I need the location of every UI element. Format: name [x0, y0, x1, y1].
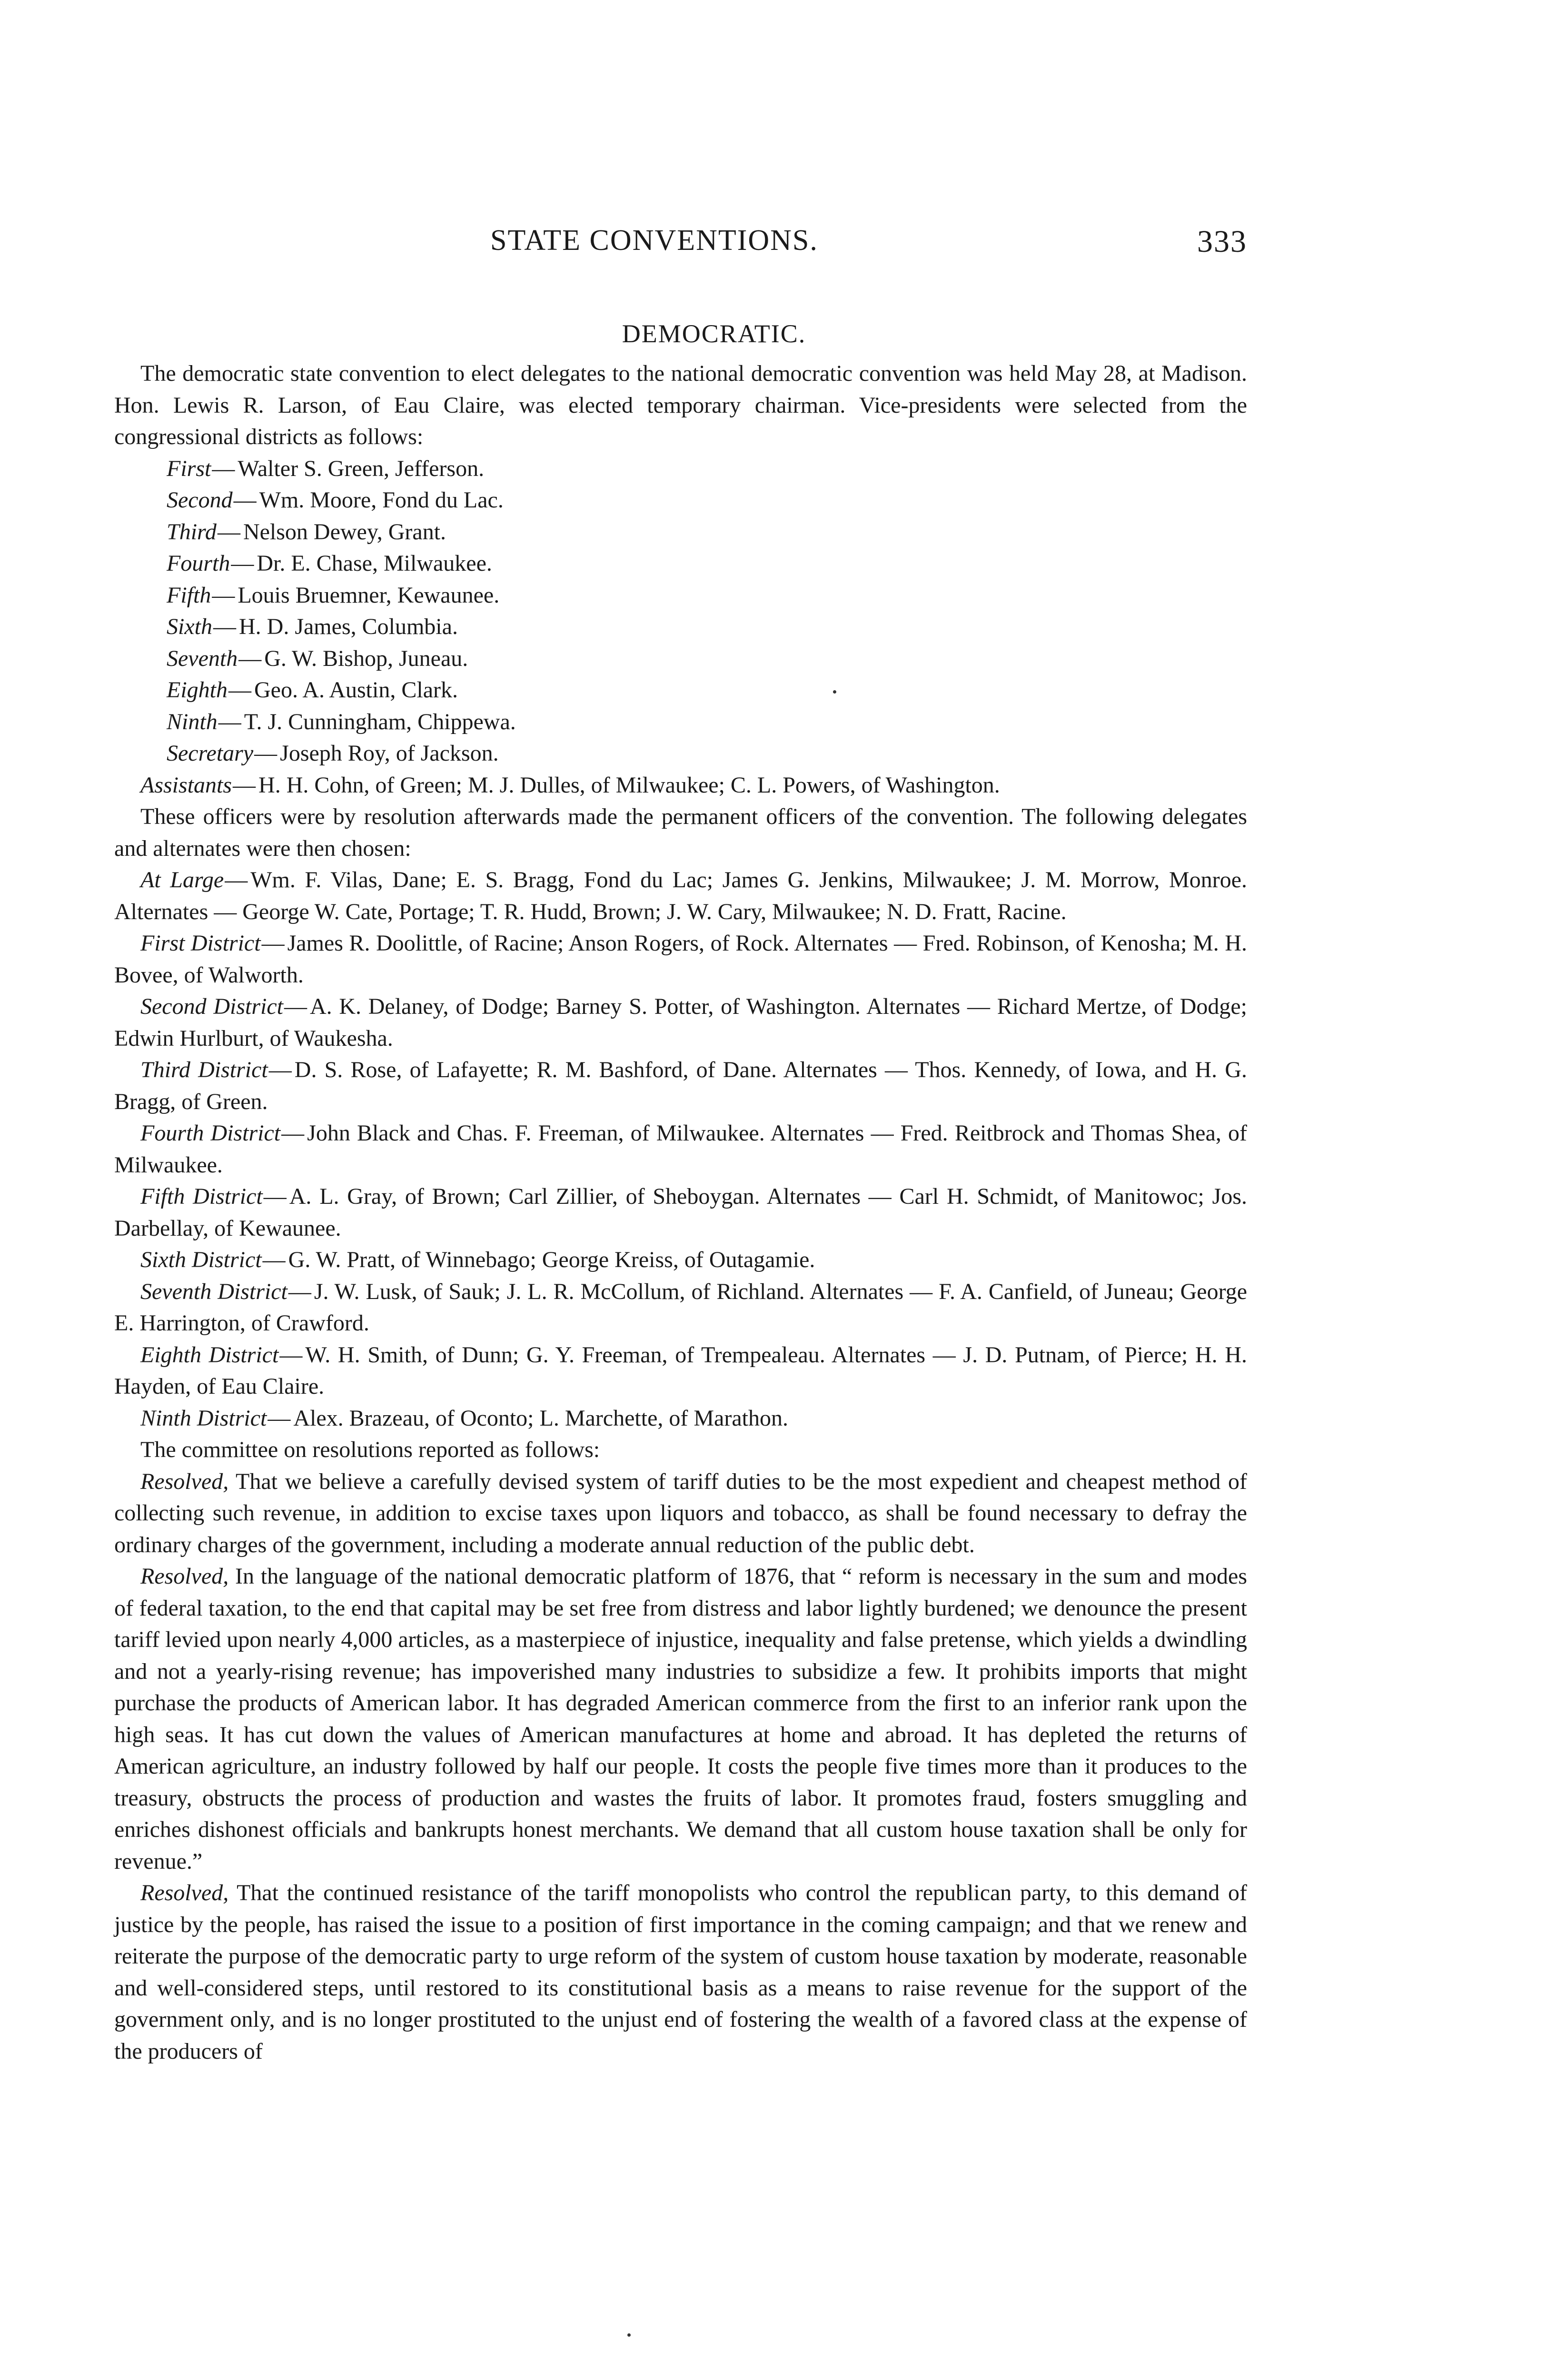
resolution-label: Resolved, [140, 1468, 229, 1494]
entry-text: W. H. Smith, of Dunn; G. Y. Freeman, of Trempealeau. Alternates — J. D. Putnam, of Pierce; H. H. Hayden, of Eau Claire. [114, 1342, 1247, 1399]
entry-text: H. D. James, Columbia. [238, 614, 458, 639]
resolutions-list [114, 1466, 1247, 2068]
entry-label: Seventh District [140, 1279, 287, 1304]
body-text [114, 358, 1247, 2067]
entry-label: Secretary [167, 741, 254, 766]
delegate-entry: Sixth District— G. W. Pratt, of Winnebago; George Kreiss, of Outagamie. [140, 1247, 815, 1272]
officer-entry: Assistants— H. H. Cohn, of Green; M. J. Dulles, of Milwaukee; C. L. Powers, of Washington. [140, 772, 1000, 798]
officer-entry: Fifth— Louis Bruemner, Kewaunee. [167, 582, 500, 608]
entry-label: First District [140, 931, 261, 956]
entry-text: H. H. Cohn, of Green; M. J. Dulles, of Milwaukee; C. L. Powers, of Washington. [258, 772, 1000, 798]
resolution-text: That the continued resistance of the tariff monopolists who control the republican party, to this demand of justice by the people, has raised the issue to a position of first importance in the coming campaign; and that we renew and reiterate the purpose of the democratic party to urge reform of the system of custom house taxation by moderate, reasonable and well-considered steps, until restored to its constitutional basis as a means to raise revenue for the support of the government only, and is no longer prostituted to the unjust end of fostering the wealth of a favored class at the expense of the producers of [114, 1880, 1248, 2064]
entry-label: Assistants [140, 772, 232, 798]
entry-label: Third District [140, 1057, 268, 1082]
vice-presidents-list [114, 453, 1247, 802]
intro-paragraph: The democratic state convention to elect delegates to the national democratic convention was held May 28, at Madison. Hon. Lewis R. Larson, of Eau Claire, was elected temporary chairman. Vice-presidents were selected from the congressional districts as follows: [114, 361, 1247, 449]
entry-label: Ninth District [140, 1405, 267, 1431]
print-speck [833, 690, 836, 694]
resolution-text: That we believe a carefully devised system of tariff duties to be the most expedient and cheapest method of collecting such revenue, in addition to excise taxes upon liquors and tobacco, as shall be found necessary to defray the ordinary charges of the government, including a moderate annual reduction of the public debt. [114, 1468, 1247, 1557]
resolution-label: Resolved, [140, 1880, 229, 1905]
entry-label: Eighth [167, 677, 228, 703]
entry-label: Fourth [167, 551, 230, 576]
entry-text: James R. Doolittle, of Racine; Anson Rogers, of Rock. Alternates — Fred. Robinson, of Kenosha; M. H. Bovee, of Walworth. [114, 931, 1247, 988]
entry-text: A. L. Gray, of Brown; Carl Zillier, of Sheboygan. Alternates — Carl H. Schmidt, of Manitowoc; Jos. Darbellay, of Kewaunee. [114, 1184, 1247, 1241]
entry-label: Seventh [167, 645, 238, 671]
entry-text: Louis Bruemner, Kewaunee. [238, 582, 500, 608]
entry-text: D. S. Rose, of Lafayette; R. M. Bashford, of Dane. Alternates — Thos. Kennedy, of Iowa, and H. G. Bragg, of Green. [114, 1057, 1247, 1114]
entry-text: J. W. Lusk, of Sauk; J. L. R. McCollum, of Richland. Alternates — F. A. Canfield, of Juneau; George E. Harrington, of Crawford. [114, 1279, 1247, 1336]
running-title: STATE CONVENTIONS. [490, 224, 818, 257]
officer-entry: Sixth— H. D. James, Columbia. [167, 614, 458, 639]
print-speck [627, 2333, 631, 2337]
resolution-paragraph [114, 1561, 1247, 1877]
officer-entry: Seventh— G. W. Bishop, Juneau. [167, 645, 468, 671]
resolution-label: Resolved, [140, 1564, 229, 1589]
delegate-entry: Second District— A. K. Delaney, of Dodge; Barney S. Potter, of Washington. Alternates — Richard Mertze, of Dodge; Edwin Hurlburt, of Waukesha. [114, 994, 1248, 1051]
resolution-paragraph [114, 1466, 1247, 1561]
entry-label: Second [167, 487, 233, 513]
entry-text: Nelson Dewey, Grant. [243, 519, 446, 545]
officer-entry: First— Walter S. Green, Jefferson. [167, 456, 485, 481]
officer-entry: Second— Wm. Moore, Fond du Lac. [167, 487, 504, 513]
book-page [114, 209, 1247, 2380]
officer-entry: Third— Nelson Dewey, Grant. [167, 519, 446, 545]
entry-text: T. J. Cunningham, Chippewa. [244, 709, 516, 734]
entry-text: Walter S. Green, Jefferson. [238, 456, 485, 481]
entry-label: First [167, 456, 211, 481]
entry-label: Third [167, 519, 217, 545]
entry-label: Sixth District [140, 1247, 262, 1272]
entry-label: Fifth District [140, 1184, 263, 1209]
delegate-entry: At Large— Wm. F. Vilas, Dane; E. S. Bragg, Fond du Lac; James G. Jenkins, Milwaukee; J. M. Morrow, Monroe. Alternates — George W. Cate, Portage; T. R. Hudd, Brown; J. W. Cary, Milwaukee; N. D. Fratt, Racine. [114, 867, 1247, 924]
delegates-list [114, 864, 1247, 1434]
delegate-entry: Fourth District— John Black and Chas. F. Freeman, of Milwaukee. Alternates — Fred. Reitbrock and Thomas Shea, of Milwaukee. [114, 1121, 1247, 1178]
entry-text: Geo. A. Austin, Clark. [254, 677, 458, 703]
entry-label: Second District [140, 994, 283, 1019]
officer-entry: Fourth— Dr. E. Chase, Milwaukee. [167, 551, 492, 576]
delegate-entry: Third District— D. S. Rose, of Lafayette; R. M. Bashford, of Dane. Alternates — Thos. Kennedy, of Iowa, and H. G. Bragg, of Green. [114, 1057, 1247, 1114]
officer-entry: Secretary— Joseph Roy, of Jackson. [167, 741, 499, 766]
delegate-entry: Ninth District— Alex. Brazeau, of Oconto; L. Marchette, of Marathon. [140, 1405, 788, 1431]
delegate-entry: First District— James R. Doolittle, of Racine; Anson Rogers, of Rock. Alternates — Fred. Robinson, of Kenosha; M. H. Bovee, of Walworth. [114, 931, 1247, 988]
resolution-paragraph [114, 1877, 1247, 2067]
section-heading: DEMOCRATIC. [622, 319, 806, 348]
resolution-text: In the language of the national democratic platform of 1876, that “ reform is necessary in the sum and modes of federal taxation, to the end that capital may be set free from distress and labor lightly burdened; we denounce the present tariff levied upon nearly 4,000 articles, as a masterpiece of injustice, inequality and false pretense, which yields a dwindling and not a yearly-rising revenue; has impoverished many industries to subsidize a few. It prohibits imports that might purchase the products of American labor. It has degraded American commerce from the first to an inferior rank upon the high seas. It has cut down the values of American manufactures at home and abroad. It has depleted the returns of American agriculture, an industry followed by half our people. It costs the people five times more than it produces to the treasury, obstructs the process of production and wastes the fruits of labor. It promotes fraud, fosters smuggling and enriches dishonest officials and bankrupts honest merchants. We demand that all custom house taxation shall be only for revenue.” [114, 1564, 1248, 1874]
delegate-entry: Fifth District— A. L. Gray, of Brown; Carl Zillier, of Sheboygan. Alternates — Carl H. Schmidt, of Manitowoc; Jos. Darbellay, of Kewaunee. [114, 1184, 1247, 1241]
officer-entry: Ninth— T. J. Cunningham, Chippewa. [167, 709, 516, 734]
officer-entry: Eighth— Geo. A. Austin, Clark. [167, 677, 458, 703]
entry-label: Sixth [167, 614, 212, 639]
entry-text: Joseph Roy, of Jackson. [280, 741, 499, 766]
committee-intro: The committee on resolutions reported as follows: [140, 1437, 600, 1462]
entry-text: Wm. F. Vilas, Dane; E. S. Bragg, Fond du Lac; James G. Jenkins, Milwaukee; J. M. Morrow, Monroe. Alternates — George W. Cate, Portage; T. R. Hudd, Brown; J. W. Cary, Milwaukee; N. D. Fratt, Racine. [114, 867, 1247, 924]
entry-text: Alex. Brazeau, of Oconto; L. Marchette, of Marathon. [293, 1405, 788, 1431]
entry-label: At Large [140, 867, 224, 892]
page-number: 333 [1197, 224, 1247, 259]
entry-text: G. W. Bishop, Juneau. [264, 645, 468, 671]
running-head [114, 209, 1247, 267]
transition-paragraph: These officers were by resolution afterwards made the permanent officers of the convention. The following delegates and alternates were then chosen: [114, 804, 1247, 861]
entry-text: G. W. Pratt, of Winnebago; George Kreiss, of Outagamie. [288, 1247, 815, 1272]
entry-text: John Black and Chas. F. Freeman, of Milwaukee. Alternates — Fred. Reitbrock and Thomas Shea, of Milwaukee. [114, 1121, 1247, 1178]
entry-text: Wm. Moore, Fond du Lac. [259, 487, 504, 513]
delegate-entry: Seventh District— J. W. Lusk, of Sauk; J. L. R. McCollum, of Richland. Alternates — F. A. Canfield, of Juneau; George E. Harrington, of Crawford. [114, 1279, 1247, 1336]
entry-label: Fourth District [140, 1121, 281, 1146]
entry-label: Fifth [167, 582, 211, 608]
entry-text: A. K. Delaney, of Dodge; Barney S. Potter, of Washington. Alternates — Richard Mertze, of Dodge; Edwin Hurlburt, of Waukesha. [114, 994, 1248, 1051]
entry-label: Ninth [167, 709, 218, 734]
delegate-entry: Eighth District— W. H. Smith, of Dunn; G. Y. Freeman, of Trempealeau. Alternates — J. D. Putnam, of Pierce; H. H. Hayden, of Eau Claire. [114, 1342, 1247, 1399]
entry-text: Dr. E. Chase, Milwaukee. [257, 551, 492, 576]
entry-label: Eighth District [140, 1342, 279, 1368]
